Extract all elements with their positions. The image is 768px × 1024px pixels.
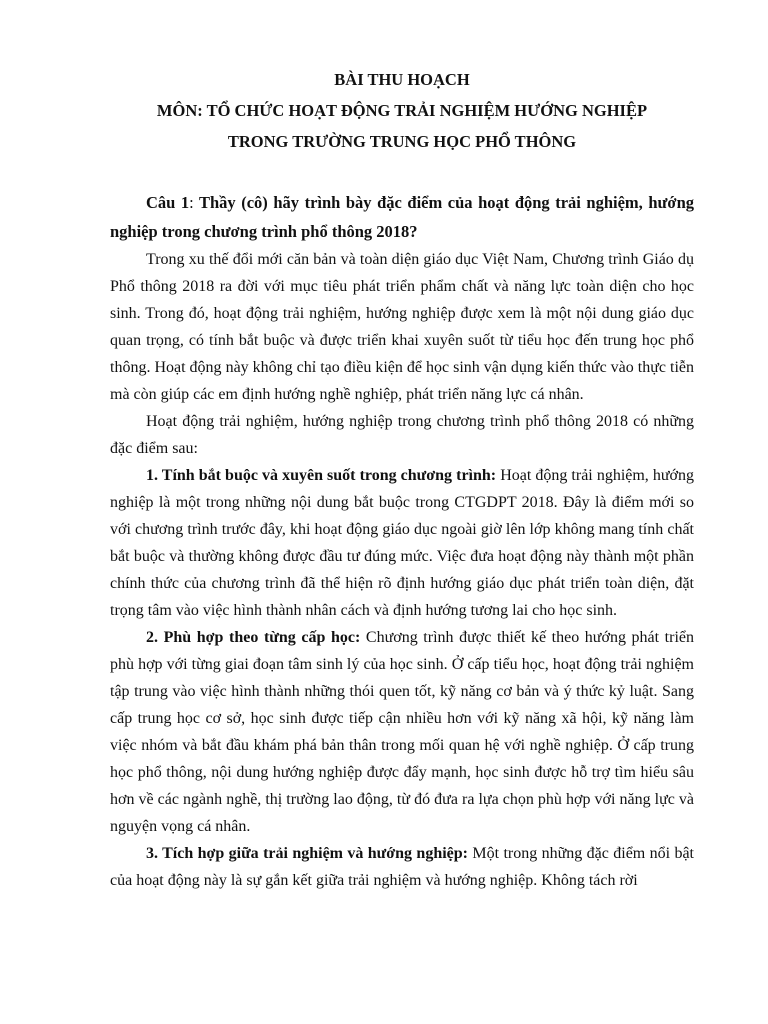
point-3-paragraph <box>110 840 694 894</box>
point-3-text: Một trong những đặc điểm nổi bật của hoạt động này là sự gắn kết giữa trải nghiệm và hướng nghiệp. Không tách rời <box>110 845 695 889</box>
features-intro-paragraph: Hoạt động trải nghiệm, hướng nghiệp trong chương trình phổ thông 2018 có những đặc điểm sau: <box>110 413 694 457</box>
point-2-text: Chương trình được thiết kế theo hướng phát triển phù hợp với từng giai đoạn tâm sinh lý của học sinh. Ở cấp tiểu học, hoạt động trải nghiệm tập trung vào việc hình thành những thói quen tốt, kỹ năng cơ bản và ý thức kỷ luật. Sang cấp trung học cơ sở, học sinh được tiếp cận nhiều hơn với kỹ năng xã hội, kỹ năng làm việc nhóm và bắt đầu khám phá bản thân trong mối quan hệ với nghề nghiệp. Ở cấp trung học phổ thông, nội dung hướng nghiệp được đẩy mạnh, học sinh được hỗ trợ tìm hiểu sâu hơn về các ngành nghề, thị trường lao động, từ đó đưa ra lựa chọn phù hợp với năng lực và nguyện vọng cá nhân. <box>110 629 695 835</box>
intro-paragraph: Trong xu thế đổi mới căn bản và toàn diện giáo dục Việt Nam, Chương trình Giáo dụ Phổ thông 2018 ra đời với mục tiêu phát triển phẩm chất và năng lực toàn diện cho học sinh. Trong đó, hoạt động trải nghiệm, hướng nghiệp được xem là một nội dung giáo dục quan trọng, có tính bắt buộc và được triển khai xuyên suốt từ tiểu học đến trung học phổ thông. Hoạt động này không chỉ tạo điều kiện để học sinh vận dụng kiến thức vào thực tiễn mà còn giúp các em định hướng nghề nghiệp, phát triển năng lực cá nhân. <box>110 251 694 403</box>
question-colon: : <box>189 193 194 212</box>
subject-title-line2: TRONG TRƯỜNG TRUNG HỌC PHỔ THÔNG <box>227 132 577 151</box>
point-3-heading: 3. Tích hợp giữa trải nghiệm và hướng nghiệp: <box>146 845 468 862</box>
point-2-heading: 2. Phù hợp theo từng cấp học: <box>146 629 361 646</box>
document-page <box>110 64 694 894</box>
point-2-paragraph <box>110 624 694 840</box>
document-title: BÀI THU HOẠCH <box>334 70 470 89</box>
subject-title: MÔN: TỔ CHỨC HOẠT ĐỘNG TRẢI NGHIỆM HƯỚNG NGHIỆP <box>156 101 648 120</box>
question-text: Thầy (cô) hãy trình bày đặc điểm của hoạt động trải nghiệm, hướng nghiệp trong chương trình phổ thông 2018? <box>110 193 694 241</box>
point-1-paragraph <box>110 462 694 624</box>
title-spacer <box>110 157 694 188</box>
question-label: Câu 1 <box>146 193 190 212</box>
question-heading <box>110 188 694 246</box>
point-1-heading: 1. Tính bắt buộc và xuyên suốt trong chương trình: <box>146 467 497 484</box>
point-1-text: Hoạt động trải nghiệm, hướng nghiệp là một trong những nội dung bắt buộc trong CTGDPT 2018. Đây là điểm mới so với chương trình trước đây, khi hoạt động giáo dục ngoài giờ lên lớp không mang tính chất bắt buộc và thường không được đầu tư đúng mức. Việc đưa hoạt động này thành một phần chính thức của chương trình đã thể hiện rõ định hướng giáo dục phát triển toàn diện, đặt trọng tâm vào việc hình thành nhân cách và định hướng tương lai cho học sinh. <box>110 467 695 619</box>
